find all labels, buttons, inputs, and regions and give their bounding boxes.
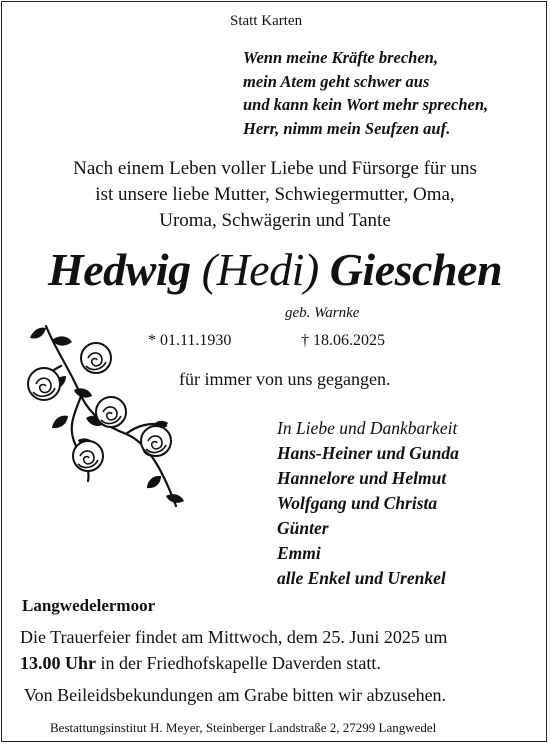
intro-line: Uroma, Schwägerin und Tante <box>159 210 391 231</box>
poem-line: und kann kein Wort mehr sprechen, <box>243 95 489 114</box>
poem-line: Wenn meine Kräfte brechen, <box>243 48 438 67</box>
first-name: Hedwig <box>47 244 191 295</box>
intro-line: ist unsere liebe Mutter, Schwiegermutter, Oma, <box>95 184 455 205</box>
poem-line: Herr, nimm mein Seufzen auf. <box>243 118 451 138</box>
family-member: Günter <box>277 518 329 538</box>
rose-branch-icon <box>16 316 216 521</box>
service-location: in der Friedhofskapelle Daverden statt. <box>96 653 381 673</box>
intro-line: Nach einem Leben voller Liebe und Fürsorge für uns <box>73 158 477 179</box>
family-member: Wolfgang und Christa <box>277 493 438 513</box>
family-member: Hannelore und Helmut <box>277 468 447 488</box>
death-date: † 18.06.2025 <box>301 332 385 349</box>
nickname: (Hedi) <box>201 244 319 295</box>
funeral-home-footer: Bestattungsinstitut H. Meyer, Steinberger Landstraße 2, 27299 Langwedel <box>50 720 437 735</box>
service-time: 13.00 Uhr <box>20 653 96 673</box>
intro-text <box>2 156 547 234</box>
family-member: Emmi <box>277 543 321 563</box>
family-member: alle Enkel und Urenkel <box>277 568 446 588</box>
poem <box>243 46 543 140</box>
service-line: Die Trauerfeier findet am Mittwoch, dem 25. Juni 2025 um <box>20 627 448 647</box>
family-block <box>277 416 547 591</box>
poem-line: mein Atem geht schwer aus <box>243 71 430 91</box>
place-name: Langwedelermoor <box>22 596 156 615</box>
service-line <box>20 650 540 676</box>
header-text: Statt Karten <box>230 13 303 29</box>
birth-date: * 01.11.1930 <box>148 332 232 349</box>
maiden-name: geb. Warnke <box>285 305 360 321</box>
obituary-notice <box>1 1 547 742</box>
deceased-name <box>2 242 547 298</box>
condolence-note: Von Beileidsbekundungen am Grabe bitten wir abzusehen. <box>24 685 447 705</box>
passed-text: für immer von uns gegangen. <box>179 369 391 389</box>
service-info <box>20 624 540 676</box>
last-name: Gieschen <box>329 244 503 295</box>
family-member: Hans-Heiner und Gunda <box>277 443 459 463</box>
family-intro: In Liebe und Dankbarkeit <box>277 418 458 438</box>
